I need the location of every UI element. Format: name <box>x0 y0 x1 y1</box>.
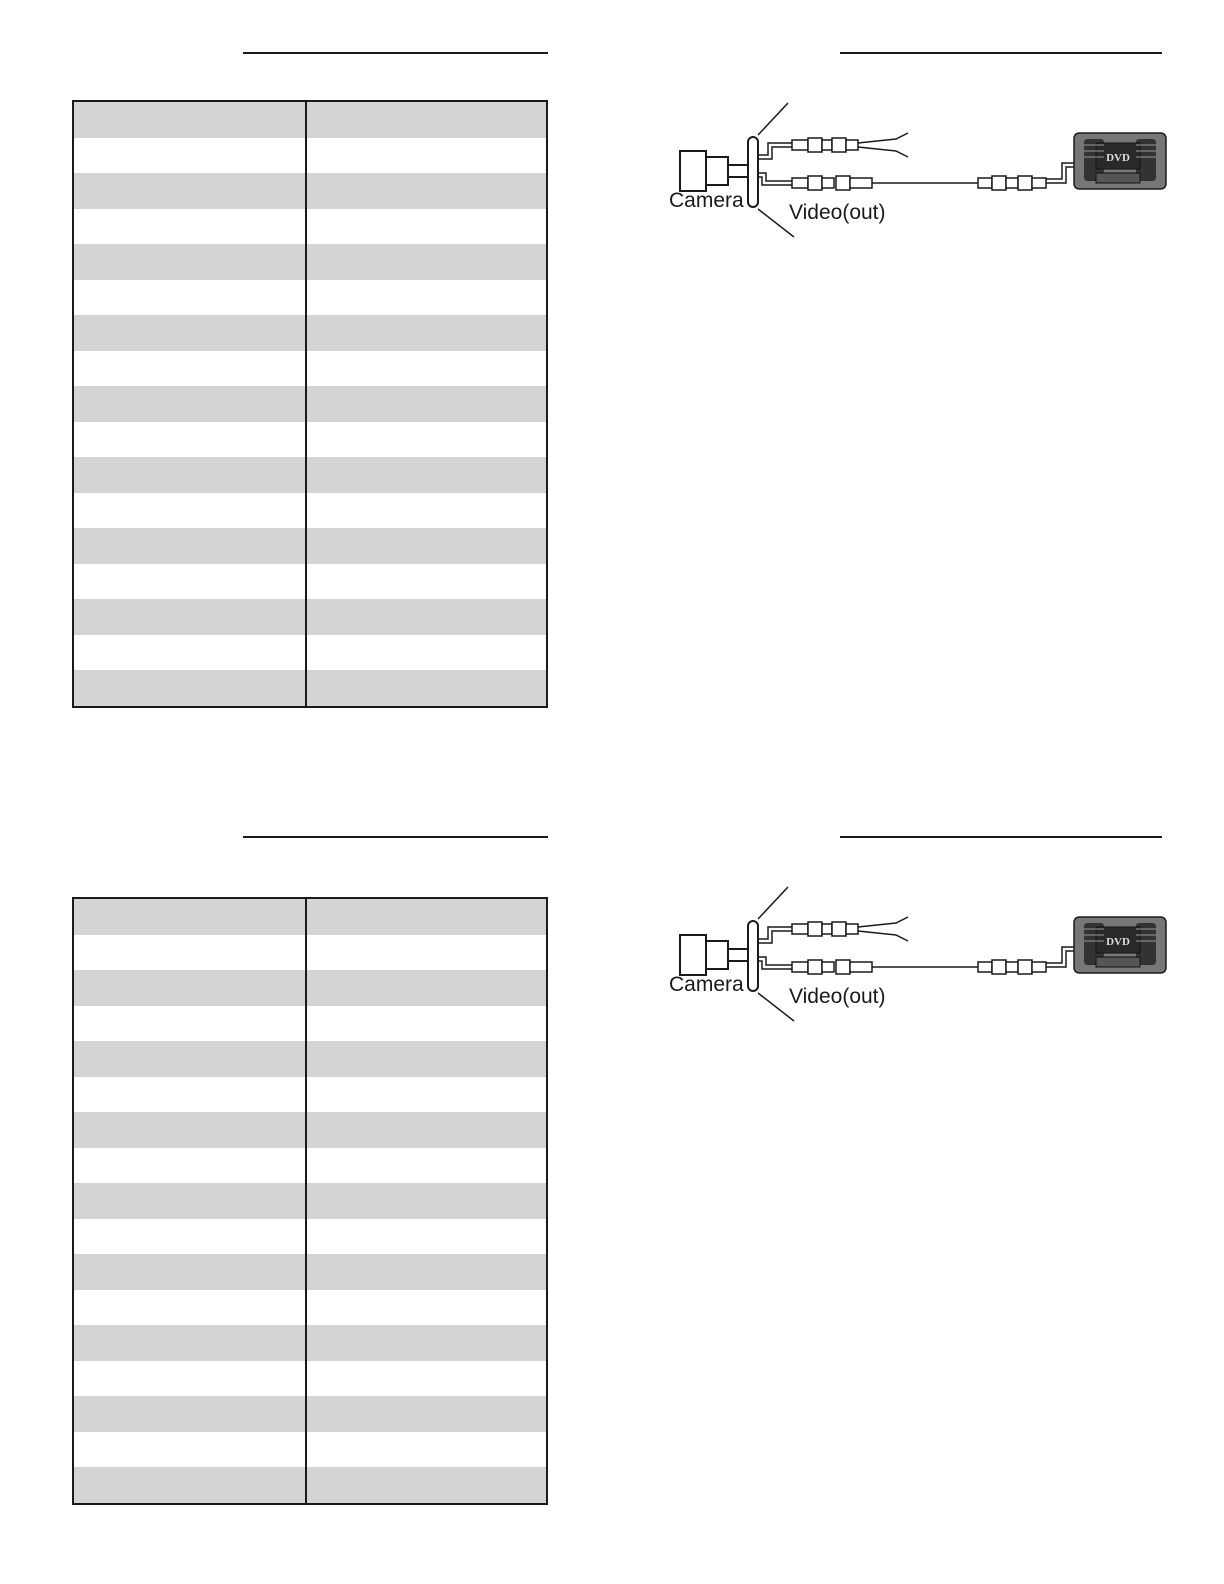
spec-table-top <box>72 100 548 708</box>
table-row <box>74 1396 546 1432</box>
bottom-right-header-rule <box>840 836 1162 838</box>
table-cell-label <box>74 1148 306 1184</box>
table-row <box>74 1290 546 1326</box>
table-row <box>74 1467 546 1503</box>
table-column-divider <box>305 899 307 1503</box>
table-cell-label <box>74 1432 306 1468</box>
table-cell-value <box>306 1290 546 1326</box>
table-cell-label <box>74 1254 306 1290</box>
cable-bundle-icon <box>748 103 794 237</box>
wiring-diagram-bottom <box>660 879 1180 1029</box>
table-row <box>74 457 546 493</box>
table-cell-value <box>306 1325 546 1361</box>
table-cell-label <box>74 1361 306 1397</box>
table-cell-value <box>306 1006 546 1042</box>
table-cell-value <box>306 970 546 1006</box>
monitor-screen-text: DVD <box>1106 936 1130 948</box>
table-cell-value <box>306 209 546 245</box>
table-cell-value <box>306 1112 546 1148</box>
table-row <box>74 1077 546 1113</box>
table-cell-label <box>74 1219 306 1255</box>
table-cell-label <box>74 1467 306 1503</box>
table-row <box>74 244 546 280</box>
table-cell-label <box>74 1006 306 1042</box>
table-cell-label <box>74 244 306 280</box>
table-cell-value <box>306 315 546 351</box>
table-row <box>74 528 546 564</box>
video-out-label: Video(out) <box>789 985 886 1008</box>
monitor-screen-text: DVD <box>1106 152 1130 164</box>
table-cell-value <box>306 635 546 671</box>
wiring-diagram-top <box>660 95 1180 245</box>
table-row <box>74 1254 546 1290</box>
table-row <box>74 422 546 458</box>
table-cell-value <box>306 244 546 280</box>
table-cell-label <box>74 138 306 174</box>
table-cell-label <box>74 1077 306 1113</box>
spec-table-bottom <box>72 897 548 1505</box>
table-cell-value <box>306 422 546 458</box>
table-row <box>74 1432 546 1468</box>
table-cell-value <box>306 457 546 493</box>
top-right-header-rule <box>840 52 1162 54</box>
table-cell-value <box>306 138 546 174</box>
camera-label: Camera <box>669 189 744 212</box>
table-row <box>74 1325 546 1361</box>
table-cell-value <box>306 1041 546 1077</box>
table-row <box>74 1041 546 1077</box>
table-cell-label <box>74 1325 306 1361</box>
table-row <box>74 209 546 245</box>
table-row <box>74 102 546 138</box>
top-left-header-rule <box>243 52 548 54</box>
power-connector-icon <box>758 917 908 943</box>
table-cell-value <box>306 670 546 706</box>
table-cell-label <box>74 173 306 209</box>
table-row <box>74 173 546 209</box>
table-row <box>74 1361 546 1397</box>
table-cell-label <box>74 351 306 387</box>
table-row <box>74 970 546 1006</box>
table-cell-value <box>306 599 546 635</box>
table-cell-value <box>306 1077 546 1113</box>
table-cell-label <box>74 970 306 1006</box>
table-cell-value <box>306 1148 546 1184</box>
table-cell-value <box>306 1183 546 1219</box>
table-row <box>74 1183 546 1219</box>
video-connector-icon <box>758 163 1078 190</box>
table-row <box>74 386 546 422</box>
table-row <box>74 351 546 387</box>
table-cell-value <box>306 280 546 316</box>
table-cell-label <box>74 102 306 138</box>
dvd-monitor-icon <box>1074 133 1166 189</box>
table-cell-value <box>306 493 546 529</box>
table-cell-label <box>74 528 306 564</box>
table-row <box>74 1148 546 1184</box>
table-cell-label <box>74 1112 306 1148</box>
table-cell-value <box>306 1219 546 1255</box>
table-cell-label <box>74 670 306 706</box>
table-cell-value <box>306 1396 546 1432</box>
table-row <box>74 138 546 174</box>
camera-icon <box>680 935 748 975</box>
table-row <box>74 493 546 529</box>
wiring-diagram-svg <box>660 95 1180 245</box>
table-cell-label <box>74 1041 306 1077</box>
table-cell-label <box>74 564 306 600</box>
table-cell-value <box>306 1467 546 1503</box>
cable-bundle-icon <box>748 887 794 1021</box>
table-cell-label <box>74 457 306 493</box>
table-cell-label <box>74 599 306 635</box>
table-row <box>74 670 546 706</box>
table-cell-label <box>74 935 306 971</box>
table-row <box>74 280 546 316</box>
table-cell-label <box>74 635 306 671</box>
table-cell-label <box>74 493 306 529</box>
table-cell-value <box>306 102 546 138</box>
table-cell-label <box>74 1183 306 1219</box>
table-cell-label <box>74 1396 306 1432</box>
table-row <box>74 315 546 351</box>
table-cell-value <box>306 386 546 422</box>
table-cell-label <box>74 315 306 351</box>
table-cell-label <box>74 899 306 935</box>
table-cell-value <box>306 1361 546 1397</box>
video-out-label: Video(out) <box>789 201 886 224</box>
table-row <box>74 935 546 971</box>
camera-icon <box>680 151 748 191</box>
table-cell-value <box>306 564 546 600</box>
dvd-monitor-icon <box>1074 917 1166 973</box>
power-connector-icon <box>758 133 908 159</box>
table-column-divider <box>305 102 307 706</box>
table-cell-value <box>306 1254 546 1290</box>
table-cell-value <box>306 899 546 935</box>
video-connector-icon <box>758 947 1078 974</box>
table-cell-label <box>74 280 306 316</box>
table-row <box>74 564 546 600</box>
table-cell-label <box>74 209 306 245</box>
table-row <box>74 1219 546 1255</box>
table-row <box>74 599 546 635</box>
table-row <box>74 1112 546 1148</box>
camera-label: Camera <box>669 973 744 996</box>
table-row <box>74 899 546 935</box>
table-cell-value <box>306 351 546 387</box>
table-cell-value <box>306 1432 546 1468</box>
bottom-left-header-rule <box>243 836 548 838</box>
table-cell-label <box>74 386 306 422</box>
table-cell-value <box>306 173 546 209</box>
table-cell-value <box>306 935 546 971</box>
table-cell-label <box>74 1290 306 1326</box>
table-row <box>74 635 546 671</box>
wiring-diagram-svg <box>660 879 1180 1029</box>
table-row <box>74 1006 546 1042</box>
table-cell-value <box>306 528 546 564</box>
table-cell-label <box>74 422 306 458</box>
